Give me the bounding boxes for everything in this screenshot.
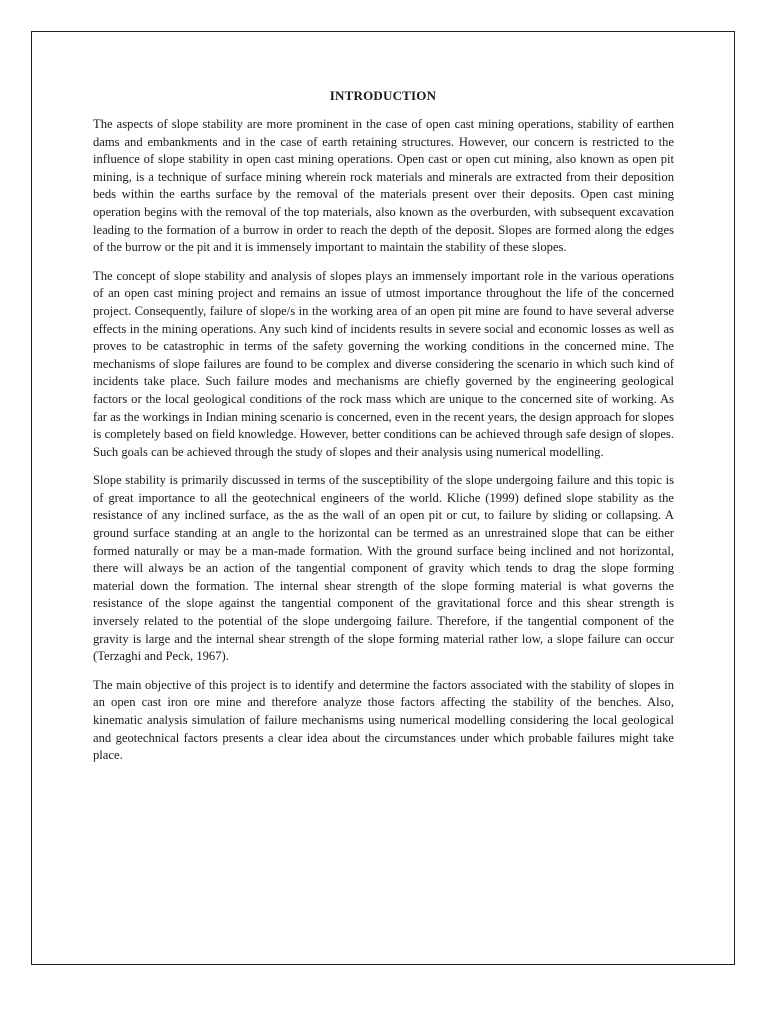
paragraph-3: Slope stability is primarily discussed in terms of the susceptibility of the slope undergoing failure and this topic is of great importance to all the geotechnical engineers of the world. Kliche (1999) defined slope stability as the resistance of any inclined surface, as the as the wall of an open pit or cut, to failure by sliding or collapsing. A ground surface standing at an angle to the horizontal can be termed as an unrestrained slope that can be either formed naturally or may be a man-made formation. With the ground surface being inclined and not horizontal, there will always be an action of the tangential component of gravity which tends to drag the slope forming material down the formation. The internal shear strength of the slope forming material is what governs the resistance of the slope against the tangential component of the gravitational force and this shear strength is inversely related to the potential of the slope undergoing failure. Therefore, if the tangential component of the gravity is large and the internal shear strength of the slope forming material rather low, a slope failure can occur (Terzaghi and Peck, 1967). xyxy=(93,473,674,664)
page-title: INTRODUCTION xyxy=(329,88,437,103)
paragraph-4: The main objective of this project is to identify and determine the factors associated with the stability of slopes in an open cast iron ore mine and therefore analyze those factors affecting the stability of the benches. Also, kinematic analysis simulation of failure mechanisms using numerical modelling considering the local geological and geotechnical factors presents a clear idea about the circumstances under which probable failures might take place. xyxy=(93,677,674,763)
paragraph-2: The concept of slope stability and analysis of slopes plays an immensely important role in the various operations of an open cast mining project and remains an issue of utmost importance throughout the life of the concerned project. Consequently, failure of slope/s in the working area of an open pit mine are found to have several adverse effects in the mining operations. Any such kind of incidents results in severe social and economic losses as well as proves to be catastrophic in terms of the safety governing the working conditions in the concerned mine. The mechanisms of slope failures are found to be complex and diverse considering the scenario in which such kind of incidents take place. Such failure modes and mechanisms are chiefly governed by the engineering geological factors or the local geological conditions of the rock mass which are unique to the concerned site of working. As far as the workings in Indian mining scenario is concerned, even in the recent years, the design approach for slopes is completely based on field knowledge. However, better conditions can be achieved through safe design of slopes. Such goals can be achieved through the study of slopes and their analysis using numerical modelling. xyxy=(93,268,674,459)
document-body xyxy=(93,116,674,776)
paragraph-1: The aspects of slope stability are more prominent in the case of open cast mining operations, stability of earthen dams and embankments and in the case of earth retaining structures. However, our concern is restricted to the influence of slope stability in open cast mining operations. Open cast or open cut mining, also known as open pit mining, is a technique of surface mining wherein rock materials and minerals are extracted from their deposition beds within the earths surface by the removal of the materials present over their deposits. Open cast mining operation begins with the removal of the top materials, also known as the overburden, with subsequent excavation leading to the formation of a burrow in order to reach the depth of the deposit. Slopes are formed along the edges of the burrow or the pit and it is immensely important to maintain the stability of these slopes. xyxy=(93,117,674,255)
